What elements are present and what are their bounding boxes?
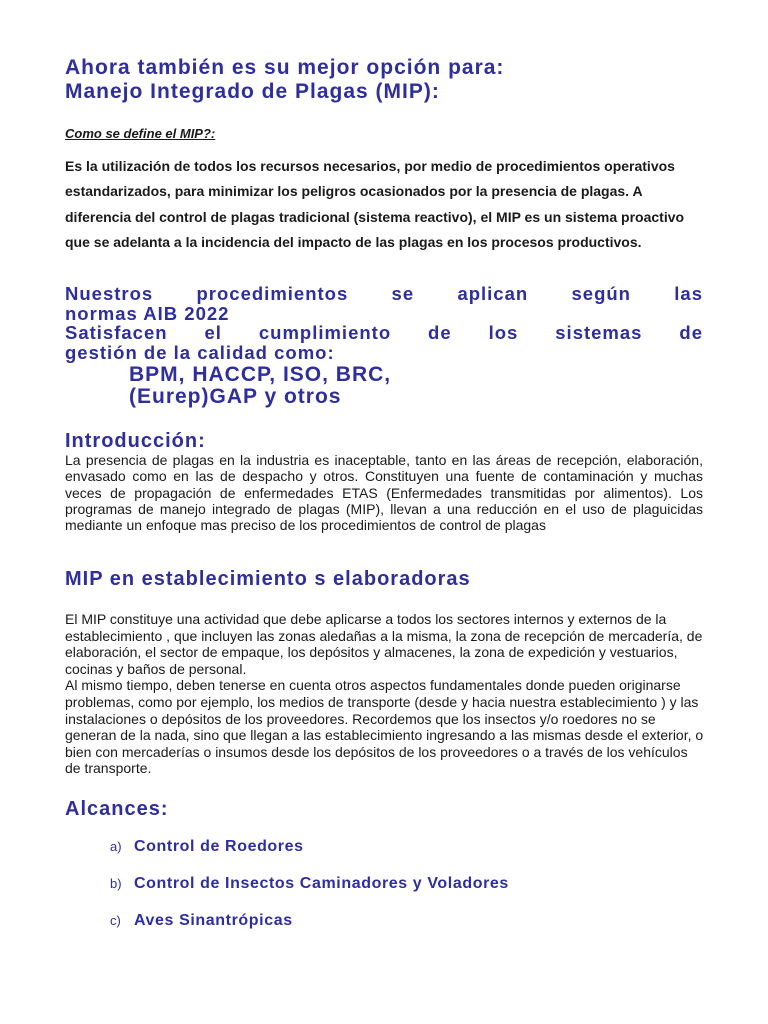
list-item-text: Control de Roedores	[134, 838, 304, 855]
main-heading	[65, 56, 725, 104]
list-item	[110, 838, 509, 875]
list-item	[110, 875, 509, 912]
procedures-line4: gestión de la calidad como:	[65, 342, 335, 363]
introduction-paragraph: La presencia de plagas en la industria es inaceptable, tanto en las áreas de recepción, elaboración, envasado como en las de despacho y otros. Constituyen una fuente de contaminación y muchas veces de propagación de enfermedades ETAS (Enfermedades transmitidas por alimentos). Los programas de manejo integrado de plagas (MIP), llevan a una reducción en el uso de plaguicidas mediante un enfoque mas preciso de los procedimientos de control de plagas	[65, 452, 703, 534]
standards-line2: (Eurep)GAP y otros	[129, 385, 342, 408]
mip-section-title: MIP en establecimiento s elaboradoras	[65, 568, 471, 590]
procedures-line2: normas AIB 2022	[65, 303, 230, 324]
main-heading-line2: Manejo Integrado de Plagas (MIP):	[65, 80, 440, 103]
scope-title: Alcances:	[65, 798, 169, 820]
mip-paragraph-2: Al mismo tiempo, deben tenerse en cuenta otros aspectos fundamentales donde pueden originarse problemas, como por ejemplo, los medios de transporte (desde y hacia nuestra establecimiento ) y las instalaciones o depósitos de los proveedores. Recordemos que los insectos y/o roedores no se generan de la nada, sino que llegan a las establecimiento ingresando a las mismas desde el exterior, o bien con mercaderías o insumos desde los depósitos de los proveedores o a través de los vehículos de transporte.	[65, 677, 704, 777]
list-item-letter: a)	[110, 839, 122, 854]
standards-line1: BPM, HACCP, ISO, BRC,	[129, 363, 392, 386]
definition-paragraph: Es la utilización de todos los recursos necesarios, por medio de procedimientos operativos estandarizados, para minimizar los peligros ocasionados por la presencia de plagas. A diferencia del control de plagas tradicional (sistema reactivo), el MIP es un sistema proactivo que se adelanta a la incidencia del impacto de las plagas en los procesos productivos.	[65, 158, 685, 251]
list-item-text: Control de Insectos Caminadores y Voladores	[134, 875, 509, 892]
procedures-line3: Satisfacen el cumplimiento de los sistemas de	[65, 322, 703, 343]
procedures-block-1	[65, 284, 703, 304]
scope-list	[110, 838, 509, 949]
definition-question: Como se define el MIP?:	[65, 126, 216, 141]
main-heading-line1: Ahora también es su mejor opción para:	[65, 56, 505, 79]
list-item-letter: b)	[110, 876, 122, 891]
list-item-text: Aves Sinantrópicas	[134, 912, 293, 929]
mip-paragraph-1: El MIP constituye una actividad que debe aplicarse a todos los sectores internos y externos de la establecimiento , que incluyen las zonas aledañas a la misma, la zona de recepción de mercadería, de elaboración, el sector de empaque, los depósitos y almacenes, la zona de expedición y vestuarios, cocinas y baños de personal.	[65, 611, 703, 677]
introduction-title: Introducción:	[65, 430, 206, 452]
list-item-letter: c)	[110, 913, 121, 928]
procedures-line1: Nuestros procedimientos se aplican según las	[65, 283, 703, 304]
standards-list	[129, 364, 391, 408]
list-item	[110, 912, 509, 949]
mip-section-body	[65, 611, 705, 777]
